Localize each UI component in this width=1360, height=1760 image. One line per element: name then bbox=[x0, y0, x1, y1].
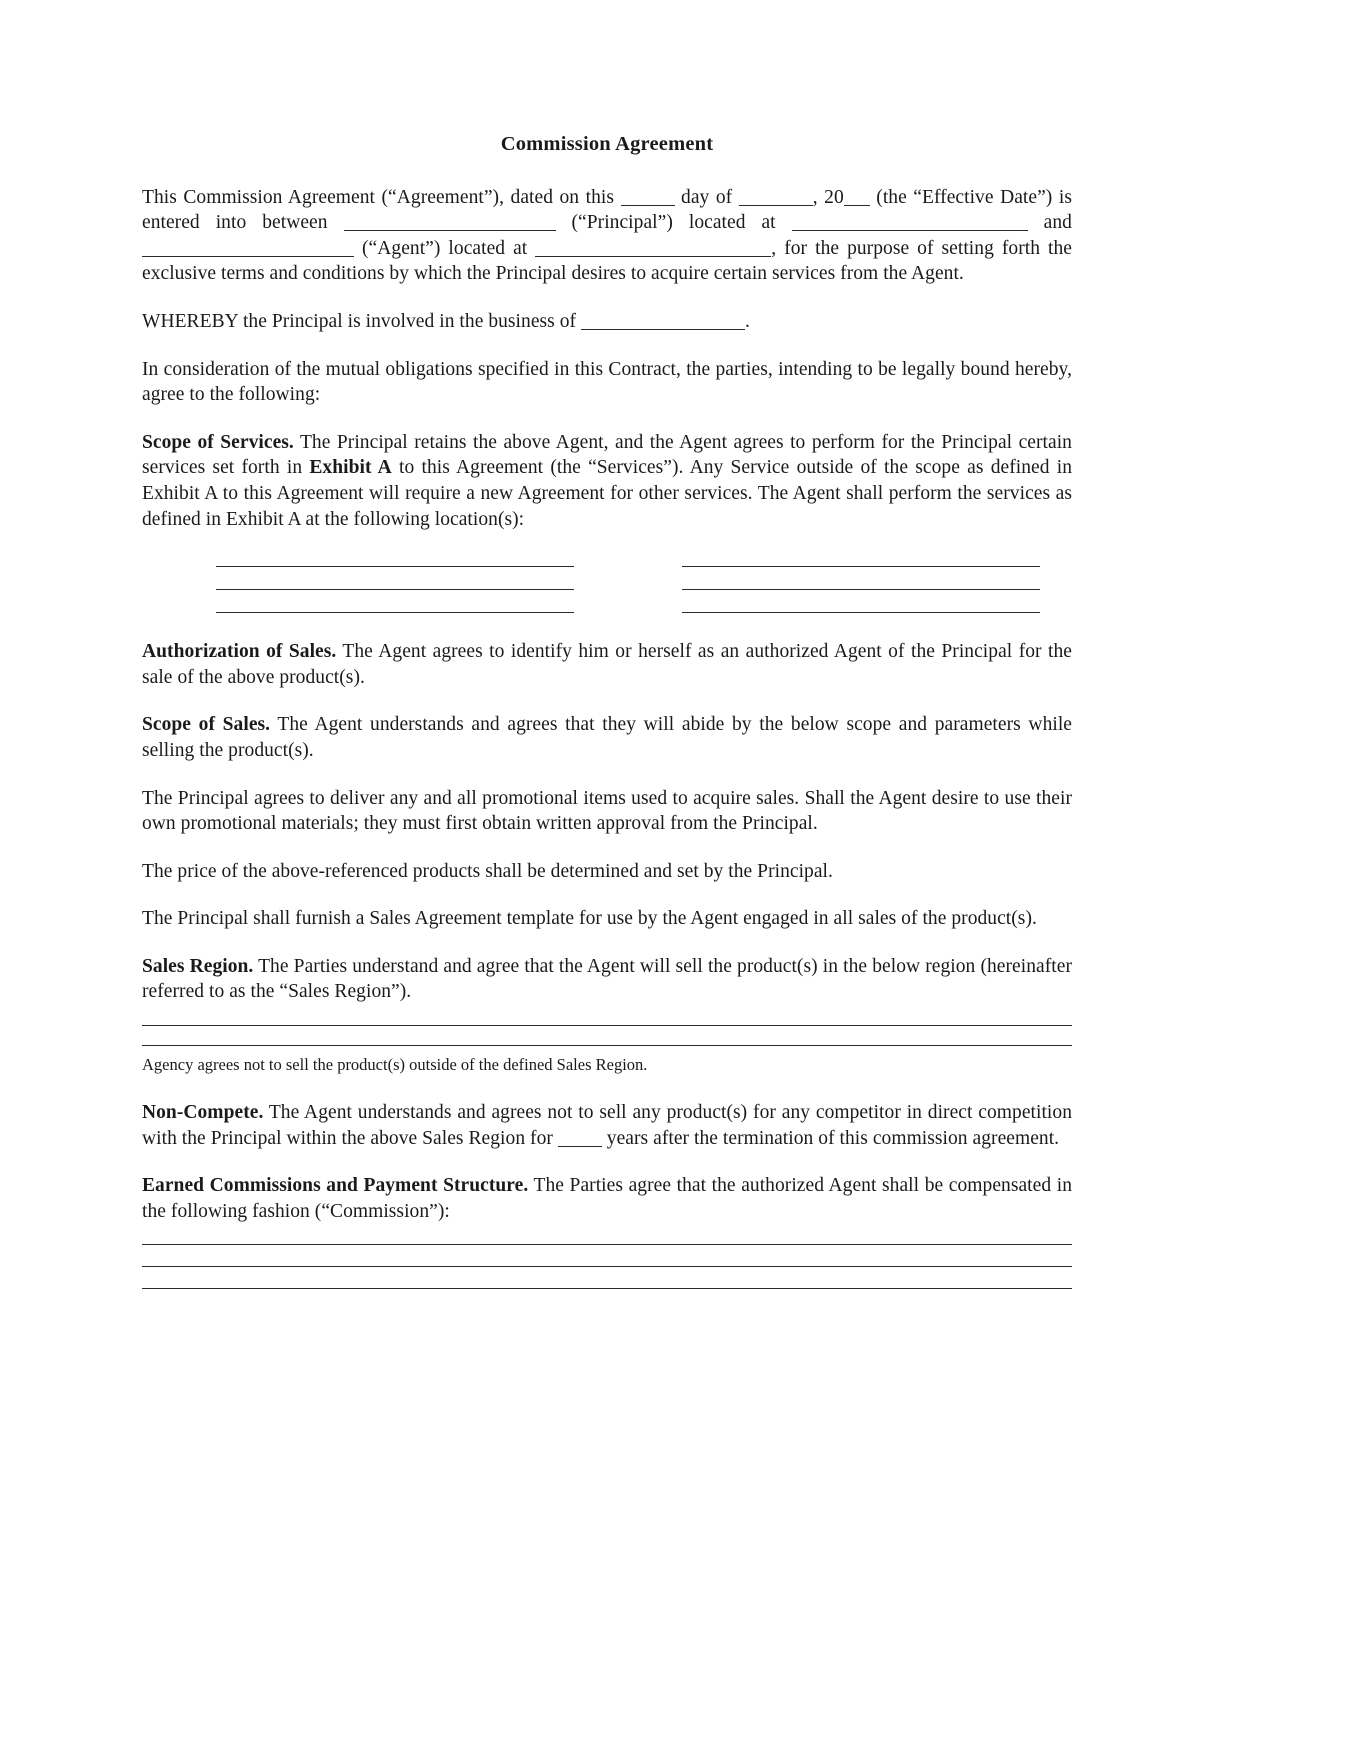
non-compete-body-2: years after the termination of this commission agreement. bbox=[601, 1127, 1060, 1149]
location-line-left-2[interactable] bbox=[216, 589, 574, 590]
scope-of-services-body-1: The Principal retains the above Agent, and the Agent agrees to perform for the Principal certain services set forth in bbox=[142, 431, 1072, 479]
paragraph-non-compete bbox=[142, 1100, 1072, 1151]
blank-agent-address-field[interactable] bbox=[535, 256, 771, 257]
earned-commissions-blank-lines bbox=[142, 1244, 1072, 1289]
earned-commissions-body: The Parties agree that the authorized Agent shall be compensated in the following fashion (“Commission”): bbox=[142, 1175, 1072, 1222]
location-line-left-1[interactable] bbox=[216, 566, 574, 567]
heading-authorization-of-sales: Authorization of Sales. bbox=[142, 641, 337, 663]
exhibit-a-reference: Exhibit A bbox=[309, 457, 392, 479]
earned-commissions-blank-line-2[interactable] bbox=[142, 1266, 1072, 1267]
intro-segment-2: day of bbox=[681, 186, 733, 208]
location-lines-right-column bbox=[682, 566, 1040, 613]
sales-region-body: The Parties understand and agree that the Agent will sell the product(s) in the below region (hereinafter referred to as the “Sales Region”). bbox=[142, 955, 1072, 1003]
paragraph-promotional-items: The Principal agrees to deliver any and all promotional items used to acquire sales. Shall the Agent desire to use their own promotional materials; they must first obtain written approval from the Principal. bbox=[142, 787, 1072, 835]
location-lines-left-column bbox=[216, 566, 574, 613]
intro-segment-3: , 20 bbox=[812, 186, 844, 208]
intro-segment-4: (the “Effective Date”) is entered into between bbox=[142, 186, 1072, 234]
paragraph-authorization-of-sales bbox=[142, 639, 1072, 690]
non-compete-body-1: The Agent understands and agrees not to sell any product(s) for any competitor in direct competition with the Principal within the above Sales Region for bbox=[142, 1102, 1072, 1149]
scope-of-services-body-2: to this Agreement (the “Services”). Any Service outside of the scope as defined in Exhibit A to this Agreement will require a new Agreement for other services. The Agent shall perform the services as defined in Exhibit A at the following location(s): bbox=[142, 457, 1073, 530]
sales-region-blank-line-1[interactable] bbox=[142, 1025, 1072, 1026]
sales-region-blank-line-2[interactable] bbox=[142, 1045, 1072, 1046]
scope-of-sales-body: The Agent understands and agrees that they will abide by the below scope and parameters while selling the product(s). bbox=[142, 714, 1073, 761]
whereby-segment-1: WHEREBY the Principal is involved in the business of bbox=[142, 310, 577, 332]
intro-segment-7: (“Agent”) located at bbox=[362, 237, 528, 259]
blank-agent-name-field[interactable] bbox=[142, 256, 354, 257]
sales-region-blank-lines bbox=[142, 1025, 1072, 1046]
earned-commissions-blank-line-3[interactable] bbox=[142, 1288, 1072, 1289]
paragraph-intro bbox=[142, 185, 1072, 287]
location-line-left-3[interactable] bbox=[216, 612, 574, 613]
blank-non-compete-years-field[interactable] bbox=[558, 1146, 602, 1147]
earned-commissions-blank-line-1[interactable] bbox=[142, 1244, 1072, 1245]
intro-segment-1: This Commission Agreement (“Agreement”), dated on this bbox=[142, 186, 614, 208]
heading-non-compete: Non-Compete. bbox=[142, 1102, 264, 1124]
document-body bbox=[142, 132, 1072, 1295]
blank-day-field[interactable] bbox=[621, 205, 675, 206]
heading-scope-of-services: Scope of Services. bbox=[142, 431, 294, 453]
intro-segment-8: , for the purpose of setting forth the exclusive terms and conditions by which the Principal desires to acquire certain services from the Agent. bbox=[142, 237, 1073, 285]
paragraph-sales-agreement-template: The Principal shall furnish a Sales Agreement template for use by the Agent engaged in all sales of the product(s). bbox=[142, 908, 1037, 930]
heading-scope-of-sales: Scope of Sales. bbox=[142, 714, 271, 736]
sales-region-note: Agency agrees not to sell the product(s) outside of the defined Sales Region. bbox=[142, 1055, 648, 1075]
paragraph-scope-of-services bbox=[142, 430, 1072, 532]
paragraph-scope-of-sales bbox=[142, 712, 1072, 763]
whereby-segment-2: . bbox=[745, 310, 750, 332]
paragraph-earned-commissions bbox=[142, 1173, 1072, 1224]
intro-segment-5: (“Principal”) located at bbox=[571, 212, 776, 234]
blank-business-field[interactable] bbox=[581, 329, 745, 330]
paragraph-price: The price of the above-referenced products shall be determined and set by the Principal. bbox=[142, 860, 833, 882]
location-line-right-2[interactable] bbox=[682, 589, 1040, 590]
blank-principal-address-field[interactable] bbox=[792, 230, 1028, 231]
location-line-right-1[interactable] bbox=[682, 566, 1040, 567]
heading-earned-commissions: Earned Commissions and Payment Structure. bbox=[142, 1175, 529, 1197]
blank-month-field[interactable] bbox=[739, 205, 813, 206]
authorization-of-sales-body: The Agent agrees to identify him or herself as an authorized Agent of the Principal for the sale of the above product(s). bbox=[142, 641, 1072, 688]
location-line-right-3[interactable] bbox=[682, 612, 1040, 613]
blank-principal-name-field[interactable] bbox=[344, 230, 556, 231]
paragraph-sales-region bbox=[142, 954, 1072, 1005]
page-title: Commission Agreement bbox=[500, 133, 714, 155]
heading-sales-region: Sales Region. bbox=[142, 955, 254, 977]
blank-year-field[interactable] bbox=[844, 205, 870, 206]
location-lines-group bbox=[142, 566, 1072, 613]
paragraph-consideration: In consideration of the mutual obligations specified in this Contract, the parties, intending to be legally bound hereby, agree to the following: bbox=[142, 358, 1072, 406]
intro-segment-6: and bbox=[1043, 212, 1072, 234]
paragraph-whereby bbox=[142, 309, 1072, 335]
